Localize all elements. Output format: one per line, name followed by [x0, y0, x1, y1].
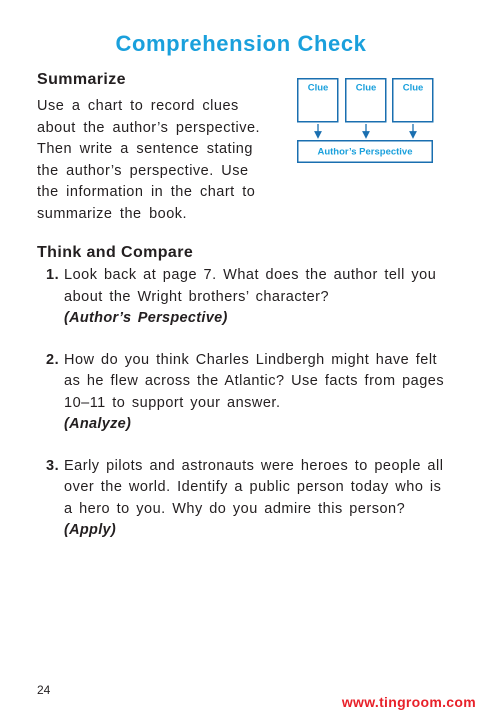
clue-box-3 [393, 79, 433, 122]
clue-box-1 [298, 79, 338, 122]
question-text: Look back at page 7. What does the author tell you about the Wright brothers’ character? [64, 267, 437, 305]
question-text: Early pilots and astronauts were heroes to people all over the world. Identify a public person today who is a hero to you. Why do you admire this person? [64, 457, 444, 517]
author-perspective-box [298, 141, 433, 163]
question-number: 3. [46, 457, 60, 474]
question-item-1 [37, 265, 447, 330]
clue-box-2 [346, 79, 386, 122]
question-skill: (Analyze) [64, 416, 132, 432]
question-list [37, 265, 447, 562]
question-text: How do you think Charles Lindbergh might have felt as he flew across the Atlantic? Use facts from pages 10–11 to support your answer. [64, 351, 445, 411]
watermark-link[interactable]: www.tingroom.com [341, 694, 476, 710]
question-skill: (Author’s Perspective) [64, 310, 228, 326]
clue-label-1: Clue [307, 82, 329, 94]
question-item-3 [37, 456, 447, 542]
question-item-2 [37, 350, 447, 436]
page-number: 24 [37, 683, 51, 697]
question-skill: (Apply) [64, 522, 117, 538]
question-number: 1. [46, 267, 60, 283]
summarize-heading: Summarize [37, 71, 126, 88]
clue-label-2: Clue [355, 82, 377, 94]
chart-graphic [297, 78, 433, 164]
clue-label-3: Clue [402, 82, 424, 94]
author-perspective-label: Author’s Perspective [317, 146, 413, 158]
think-compare-heading: Think and Compare [37, 244, 194, 261]
question-number: 2. [46, 351, 60, 368]
author-perspective-chart [297, 78, 433, 164]
page-title: Comprehension Check [115, 31, 367, 56]
summarize-body: Use a chart to record clues about the author’s perspective. Then write a sentence stating the author’s perspective. Use the information in the chart to summarize the book. [37, 98, 261, 222]
